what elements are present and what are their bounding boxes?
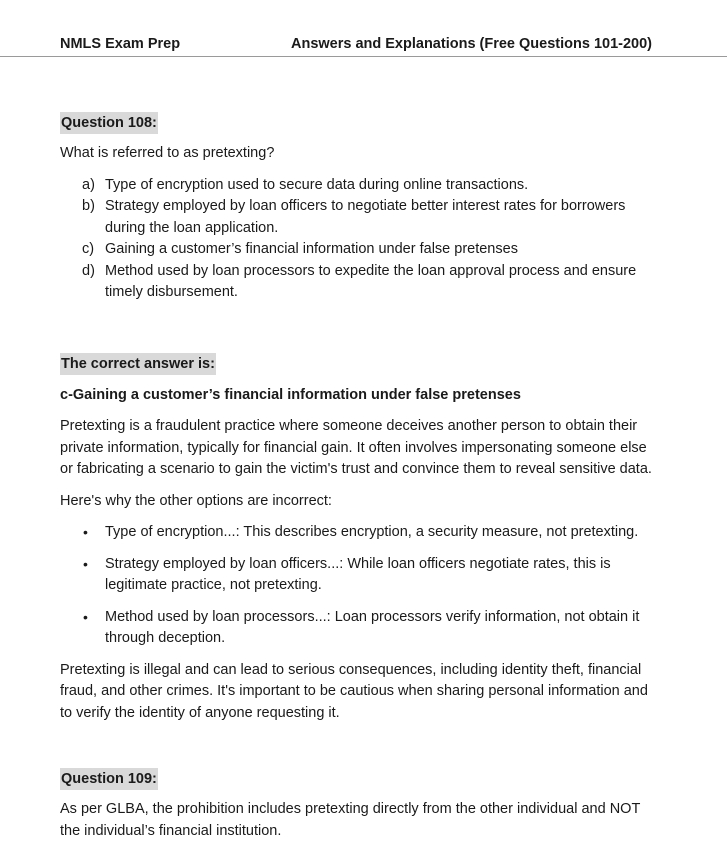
explanation-paragraph: Pretexting is a fraudulent practice where someone deceives another person to obtain their private information, typically for financial gain. It often involves impersonating someone else or fabricating a scenario to gain the victim's trust and convince them to reveal sensitive data.	[60, 418, 652, 477]
option-b	[60, 196, 655, 239]
option-letter: d)	[82, 262, 95, 279]
option-text: Type of encryption used to secure data during online transactions.	[105, 176, 529, 193]
header-title: NMLS Exam Prep	[60, 36, 181, 52]
question-108-label: Question 108:	[60, 112, 158, 134]
correct-answer: c-Gaining a customer’s financial information under false pretenses	[60, 386, 521, 403]
option-text: Gaining a customer’s financial information under false pretenses	[105, 241, 518, 257]
why-intro: Here's why the other options are incorrect:	[60, 492, 332, 509]
list-item: • Type of encryption...: This describes encryption, a security measure, not pretexting.	[60, 522, 655, 544]
option-letter: b)	[82, 198, 95, 214]
bullet-icon: •	[83, 608, 88, 625]
list-item: • Method used by loan processors...: Loan processors verify information, not obtain it through deception.	[83, 608, 640, 646]
answer-options	[60, 175, 655, 304]
option-letter: c)	[82, 241, 95, 257]
question-108	[60, 112, 655, 304]
option-letter: a)	[82, 176, 95, 193]
bullet-icon: •	[83, 524, 88, 540]
correct-answer-label: The correct answer is:	[60, 353, 216, 375]
question-109-text: As per GLBA, the prohibition includes pretexting directly from the other individual and NOT the individual’s financial institution.	[60, 801, 641, 839]
incorrect-reasons-list	[60, 522, 655, 650]
closing-paragraph: Pretexting is illegal and can lead to serious consequences, including identity theft, financial fraud, and other crimes. It's important to be cautious when sharing personal information and to verify the identity of anyone requesting it.	[60, 661, 648, 721]
answer-section	[60, 353, 655, 725]
list-item: • Strategy employed by loan officers...: While loan officers negotiate rates, this is legitimate practice, not pretexting.	[83, 555, 611, 593]
option-text: Method used by loan processors to expedite the loan approval process and ensure timely disbursement.	[105, 262, 637, 300]
question-109	[60, 768, 655, 842]
option-text: Strategy employed by loan officers to negotiate better interest rates for borrowers during the loan application.	[105, 198, 626, 236]
document-body	[60, 112, 655, 842]
question-108-text: What is referred to as pretexting?	[60, 145, 275, 161]
option-d	[60, 261, 655, 304]
option-a	[60, 175, 655, 197]
question-109-label: Question 109:	[60, 768, 158, 790]
option-c	[60, 239, 655, 261]
header-subtitle: Answers and Explanations (Free Questions 101-200)	[290, 36, 652, 52]
page-header	[0, 0, 727, 57]
bullet-icon: •	[83, 555, 88, 572]
